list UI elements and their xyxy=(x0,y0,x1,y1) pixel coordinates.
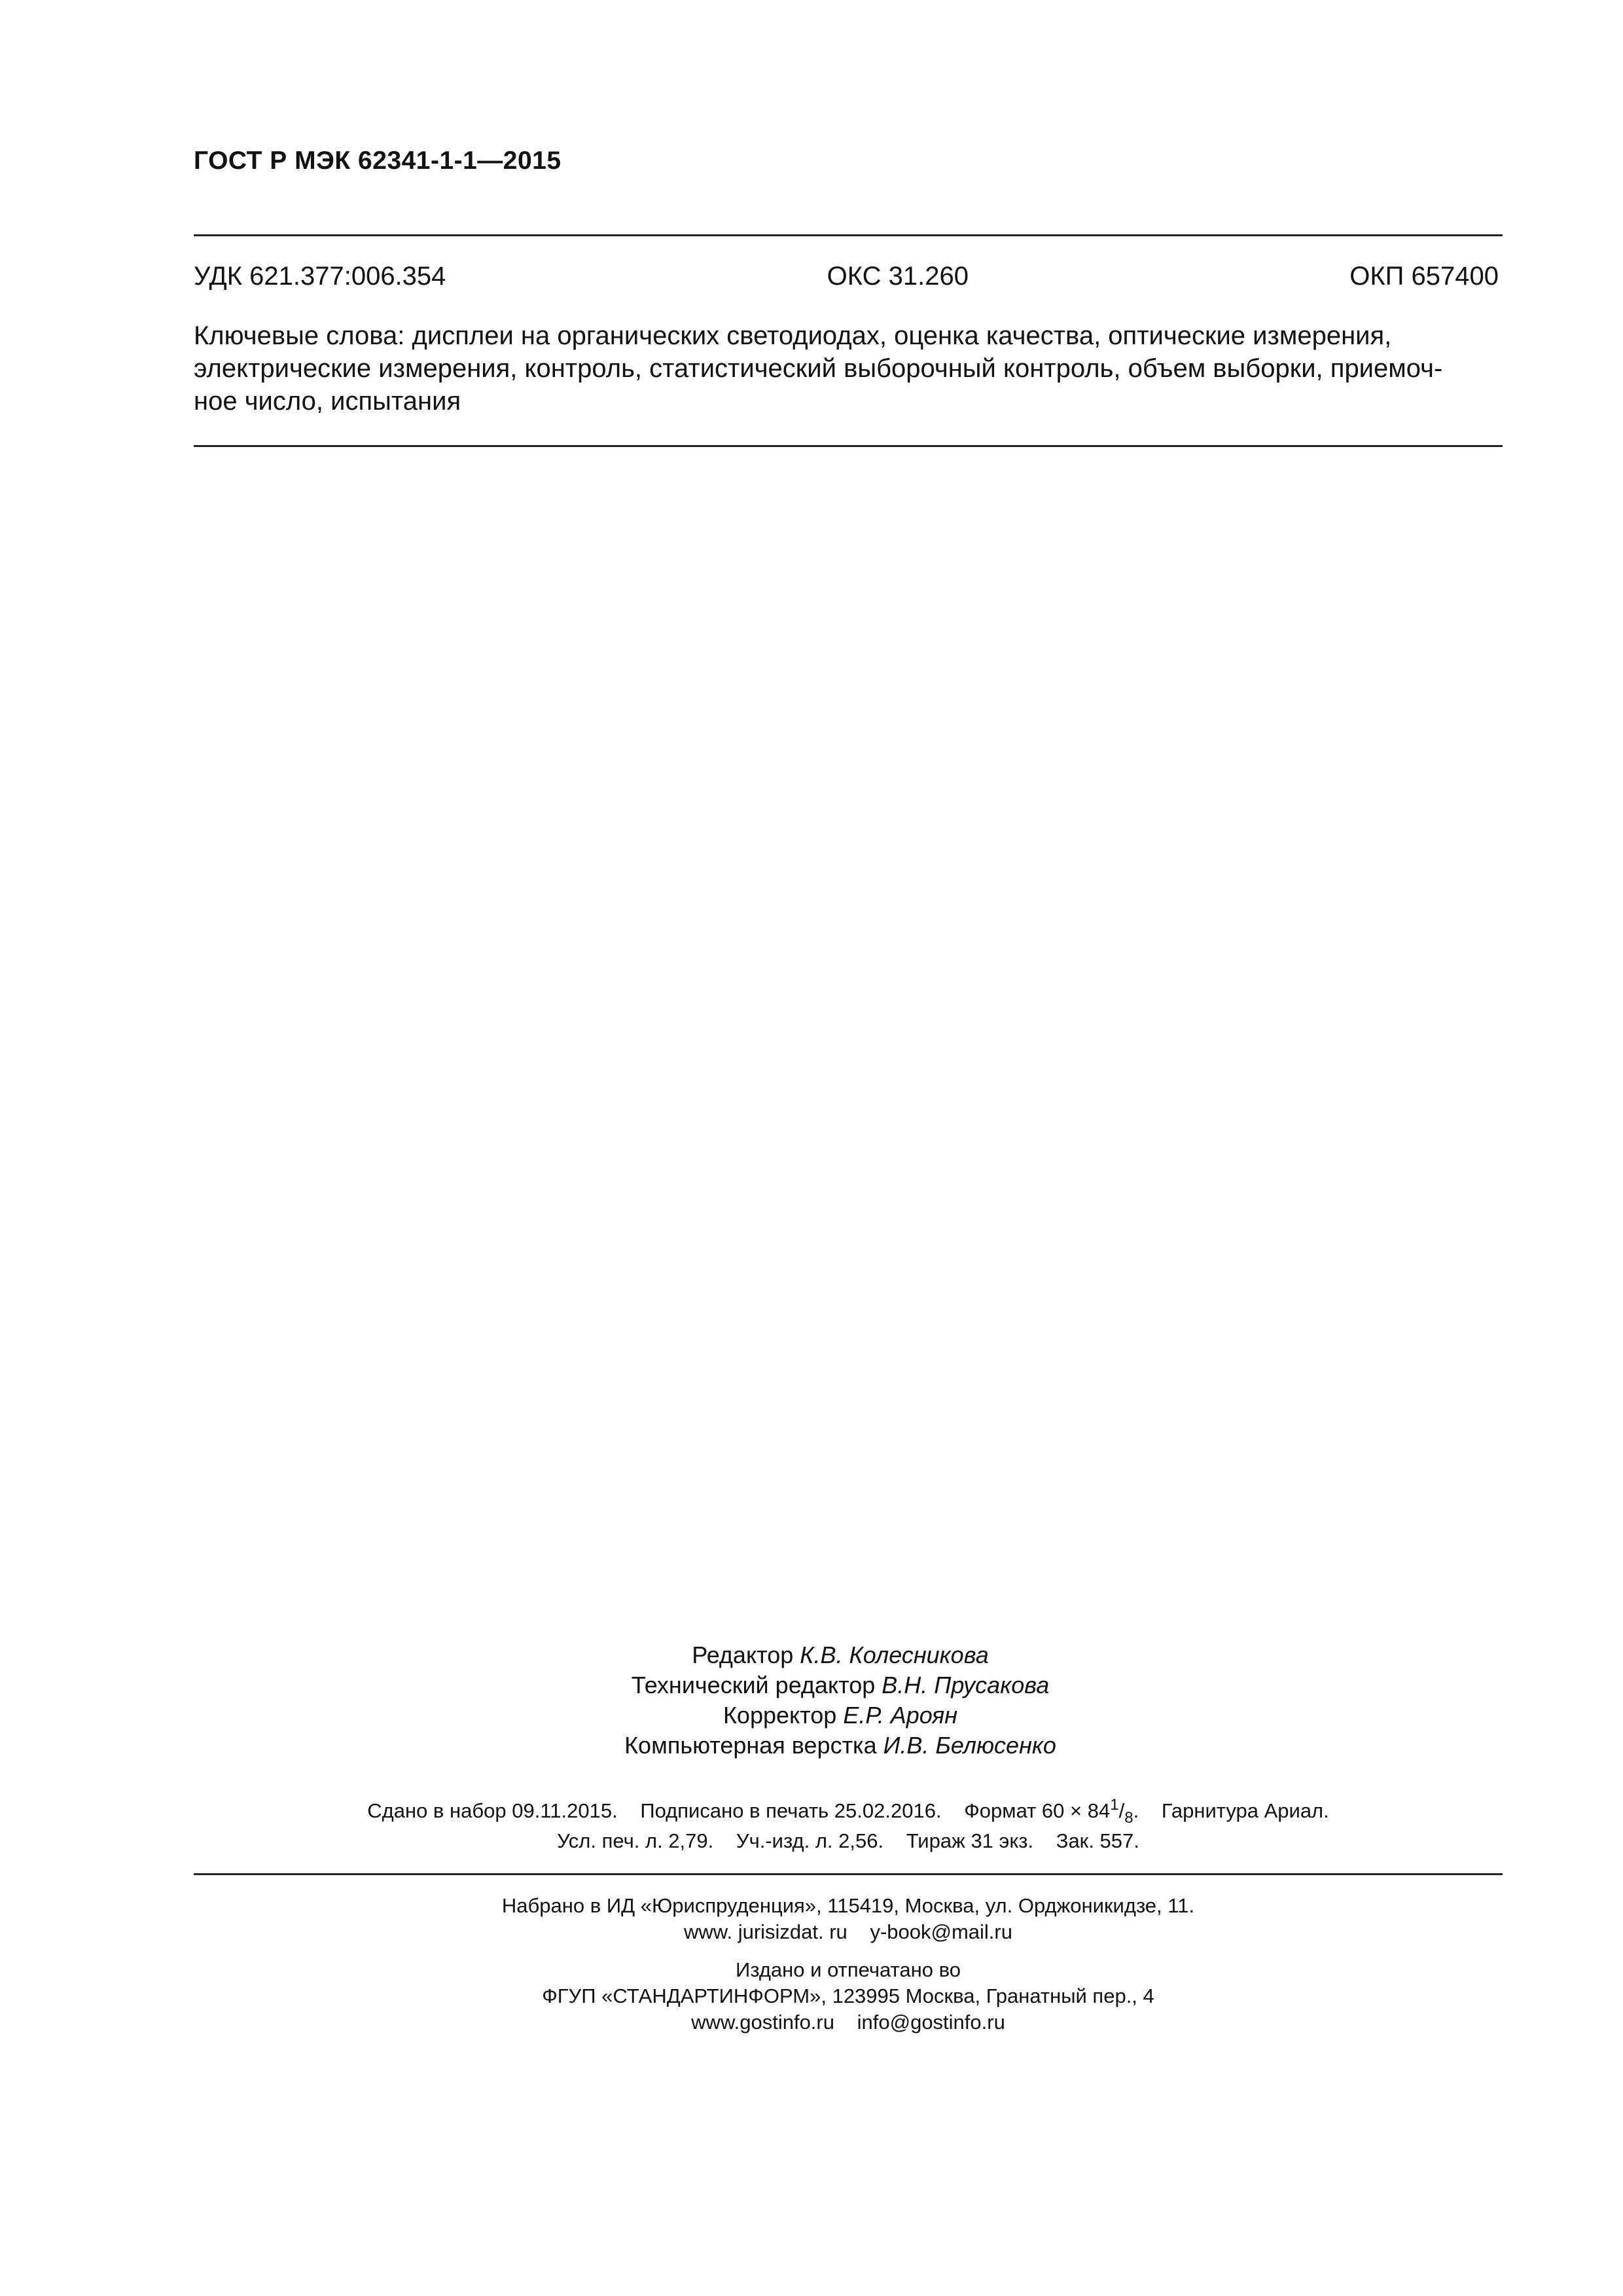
printer-site-link[interactable]: www.gostinfo.ru xyxy=(691,2011,834,2034)
format xyxy=(964,1796,1139,1827)
typeset-and-printer-info xyxy=(37,1893,1623,2036)
printer-contacts xyxy=(37,2009,1623,2036)
keywords-line: ное число, испытания xyxy=(194,387,461,416)
keywords-line: Ключевые слова: дисплеи на органических светодиодах, оценка качества, оптические измерения, xyxy=(194,321,1392,350)
publication-details xyxy=(37,1796,1623,1856)
publisher-sheets: Уч.-изд. л. 2,56. xyxy=(736,1829,884,1852)
staff-row-editor xyxy=(29,1640,1623,1670)
print-sheets: Усл. печ. л. 2,79. xyxy=(557,1829,714,1852)
format-prefix: Формат 60 × 84 xyxy=(964,1799,1111,1822)
publication-line-1 xyxy=(37,1796,1623,1826)
staff-name: К.В. Колесникова xyxy=(800,1641,989,1668)
udk-code: УДК 621.377:006.354 xyxy=(194,262,446,291)
keywords-paragraph xyxy=(194,319,1503,418)
typeset-line: Набрано в ИД «Юриспруденция», 115419, Москва, ул. Орджоникидзе, 11. xyxy=(501,1894,1195,1917)
printer-line-1: Издано и отпечатано во xyxy=(736,1958,961,1981)
format-numerator: 1 xyxy=(1110,1796,1119,1814)
printer-email-link[interactable]: info@gostinfo.ru xyxy=(857,2011,1005,2034)
publication-line-2 xyxy=(37,1826,1623,1856)
typeset-email-link[interactable]: y-book@mail.ru xyxy=(870,1920,1012,1943)
circulation: Тираж 31 экз. xyxy=(906,1829,1034,1852)
editorial-staff xyxy=(29,1640,1623,1761)
staff-role: Редактор xyxy=(692,1641,794,1668)
keywords-divider xyxy=(194,445,1503,447)
format-separator: / xyxy=(1118,1799,1125,1822)
order-number: Зак. 557. xyxy=(1056,1829,1139,1852)
staff-row-tech-editor xyxy=(29,1670,1623,1700)
format-suffix: . xyxy=(1133,1799,1139,1822)
oks-code: ОКС 31.260 xyxy=(827,262,969,291)
signed-date: Подписано в печать 25.02.2016. xyxy=(640,1799,942,1822)
staff-name: Е.Р. Ароян xyxy=(843,1702,958,1729)
staff-role: Корректор xyxy=(722,1702,837,1729)
format-denominator: 8 xyxy=(1124,1809,1133,1827)
top-divider xyxy=(194,234,1503,236)
publication-divider xyxy=(194,1873,1503,1875)
typeset-contacts xyxy=(37,1919,1623,1945)
staff-role: Компьютерная верстка xyxy=(624,1732,877,1759)
okp-code: ОКП 657400 xyxy=(1349,262,1499,291)
typeface: Гарнитура Ариал. xyxy=(1161,1799,1329,1822)
staff-name: И.В. Белюсенко xyxy=(883,1732,1056,1759)
spacer xyxy=(37,1945,1623,1957)
typeset-site-link[interactable]: www. jurisizdat. ru xyxy=(684,1920,847,1943)
printer-line-2: ФГУП «СТАНДАРТИНФОРМ», 123995 Москва, Гранатный пер., 4 xyxy=(542,1984,1154,2007)
staff-role: Технический редактор xyxy=(631,1672,876,1698)
classification-row xyxy=(194,262,1499,291)
staff-row-layout xyxy=(29,1731,1623,1761)
keywords-line: электрические измерения, контроль, статистический выборочный контроль, объем выборки, приемоч- xyxy=(194,354,1443,383)
submitted-date: Сдано в набор 09.11.2015. xyxy=(367,1799,618,1822)
document-code: ГОСТ Р МЭК 62341-1-1—2015 xyxy=(194,147,562,175)
staff-name: В.Н. Прусакова xyxy=(882,1672,1050,1698)
staff-row-proofreader xyxy=(29,1700,1623,1731)
